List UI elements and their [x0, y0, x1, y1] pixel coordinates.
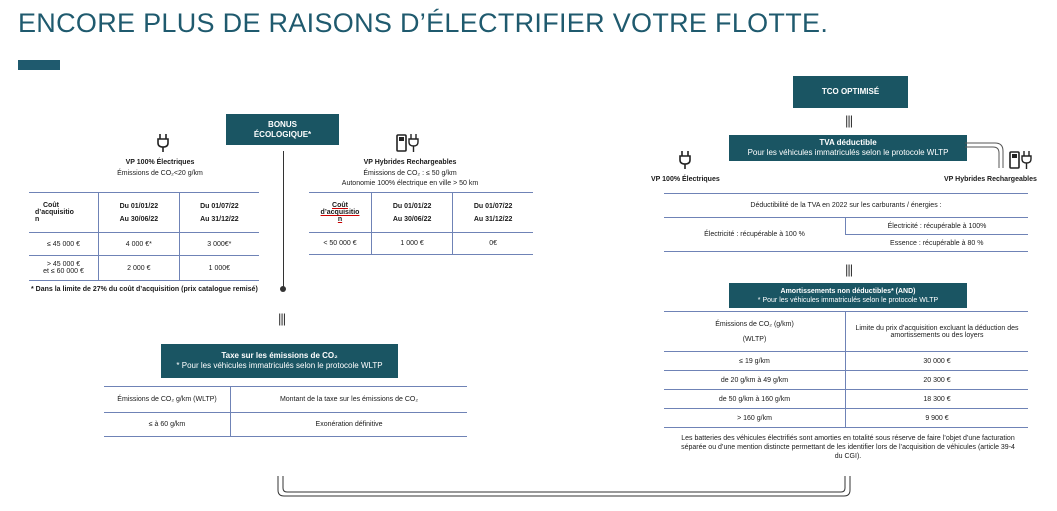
bonus-hybrid-table	[309, 192, 533, 255]
bonus-ecologique-box	[226, 114, 339, 145]
and-box-subtitle: * Pour les véhicules immatriculés selon le protocole WLTP	[757, 296, 939, 304]
electric-plug-icon	[156, 133, 170, 153]
amortissements-table	[664, 311, 1028, 428]
bottom-bracket-connector	[270, 476, 860, 502]
tax-emissions-box	[161, 344, 398, 378]
table-header: Du 01/07/22 Au 31/12/22	[179, 193, 259, 233]
table-row	[664, 409, 1028, 428]
table-header: Du 01/01/22 Au 30/06/22	[99, 193, 180, 233]
tva-box-subtitle: Pour les véhicules immatriculés selon le protocole WLTP	[747, 148, 949, 157]
table-cell: 9 900 €	[846, 409, 1029, 428]
and-box-title: Amortissements non déductibles* (AND)	[780, 287, 916, 295]
bonus-connector-line	[283, 151, 284, 289]
table-cell: 4 000 €*	[99, 233, 180, 256]
vp-hybrid-subtitle-2: Autonomie 100% électrique en ville > 50 km	[341, 180, 479, 187]
table-cell: de 20 g/km à 49 g/km	[664, 371, 846, 390]
table-cell: Électricité : récupérable à 100%	[846, 218, 1029, 235]
table-cell: 1 000 €	[372, 233, 453, 255]
table-cell: < 50 000 €	[309, 233, 372, 255]
page-title: ENCORE PLUS DE RAISONS D’ÉLECTRIFIER VOTRE FLOTTE.	[18, 8, 829, 38]
table-header: Coût d’acquisitio n	[309, 193, 372, 233]
table-cell: > 160 g/km	[664, 409, 846, 428]
table-cell: 2 000 €	[99, 256, 180, 281]
table-row	[664, 312, 1028, 352]
table-header: Déductibilité de la TVA en 2022 sur les carburants / énergies :	[664, 194, 1028, 218]
table-cell: 30 000 €	[846, 352, 1029, 371]
table-row	[664, 390, 1028, 409]
title-underline-bar	[18, 60, 60, 70]
bonus-box-line2: ÉCOLOGIQUE*	[253, 129, 312, 139]
table-row	[104, 387, 467, 413]
tco-vp-hybrid: VP Hybrides Rechargeables	[944, 176, 1037, 183]
table-row	[29, 233, 259, 256]
table-cell: de 50 g/km à 160 g/km	[664, 390, 846, 409]
and-note: Les batteries des véhicules électrifiés sont amorties en totalité sous réserve de faire l’objet d’une facturation séparée ou d’une mention distincte permettant de les identifier lors de l’acquisition de véhicules (article 39-4 du CGI).	[681, 435, 1015, 460]
tva-table	[664, 193, 1028, 252]
table-row	[664, 194, 1028, 218]
tva-deductible-box	[729, 135, 967, 161]
table-cell: 3 000€*	[179, 233, 259, 256]
table-row	[664, 371, 1028, 390]
table-cell: > 45 000 € et ≤ 60 000 €	[29, 256, 99, 281]
table-header: Du 01/01/22 Au 30/06/22	[372, 193, 453, 233]
electric-plug-icon	[678, 150, 692, 170]
connector-pipes: |||	[845, 262, 853, 277]
table-row	[309, 233, 533, 255]
hybrid-fuel-plug-icon	[1009, 150, 1033, 170]
table-header: Limite du prix d’acquisition excluant la déduction des amortissements ou des loyers	[846, 312, 1029, 352]
tco-box-label: TCO OPTIMISÉ	[821, 87, 880, 96]
vp-hybrid-title: VP Hybrides Rechargeables	[363, 159, 457, 166]
table-row	[664, 218, 1028, 235]
tva-box-title: TVA déductible	[819, 138, 877, 147]
table-row	[664, 352, 1028, 371]
table-row	[29, 256, 259, 281]
table-header: Montant de la taxe sur les émissions de CO₂	[231, 387, 468, 413]
hybrid-fuel-plug-icon	[396, 133, 420, 153]
table-cell: Essence : récupérable à 80 %	[846, 235, 1029, 252]
amortissements-box	[729, 283, 967, 308]
tax-box-title: Taxe sur les émissions de CO₂	[221, 351, 338, 360]
header-cost: d’acquisitio n	[35, 209, 74, 223]
table-cell: ≤ 19 g/km	[664, 352, 846, 371]
tax-table	[104, 386, 467, 437]
table-cell: ≤ 45 000 €	[29, 233, 99, 256]
bonus-electric-table	[29, 192, 259, 281]
table-cell: ≤ à 60 g/km	[104, 413, 231, 437]
table-header: Coût d’acquisitio n	[29, 193, 99, 233]
table-cell: 1 000€	[179, 256, 259, 281]
table-header: Émissions de CO₂ (g/km) (WLTP)	[664, 312, 846, 352]
table-cell: 0€	[453, 233, 533, 255]
vp-hybrid-subtitle-1: Émissions de CO₂ : ≤ 50 g/km	[363, 170, 457, 177]
table-row	[104, 413, 467, 437]
tco-optimise-box	[793, 76, 908, 108]
tva-hybrid-connector	[965, 140, 1015, 170]
bonus-box-line1: BONUS	[268, 119, 297, 129]
connector-pipes: |||	[845, 113, 853, 128]
table-header: Émissions de CO₂ g/km (WLTP)	[104, 387, 231, 413]
vp-electric-subtitle: Émissions de CO₂<20 g/km	[117, 170, 203, 177]
table-header: Du 01/07/22 Au 31/12/22	[453, 193, 533, 233]
tax-box-subtitle: * Pour les véhicules immatriculés selon le protocole WLTP	[176, 361, 383, 370]
tco-vp-electric: VP 100% Électriques	[651, 176, 720, 183]
table-cell: 20 300 €	[846, 371, 1029, 390]
bonus-footnote: * Dans la limite de 27% du coût d’acquisition (prix catalogue remisé)	[31, 286, 258, 293]
table-cell: Exonération définitive	[231, 413, 468, 437]
table-cell: 18 300 €	[846, 390, 1029, 409]
table-cell: Électricité : récupérable à 100 %	[664, 218, 846, 252]
connector-pipes: |||	[278, 311, 286, 326]
vp-electric-title: VP 100% Électriques	[125, 159, 195, 166]
